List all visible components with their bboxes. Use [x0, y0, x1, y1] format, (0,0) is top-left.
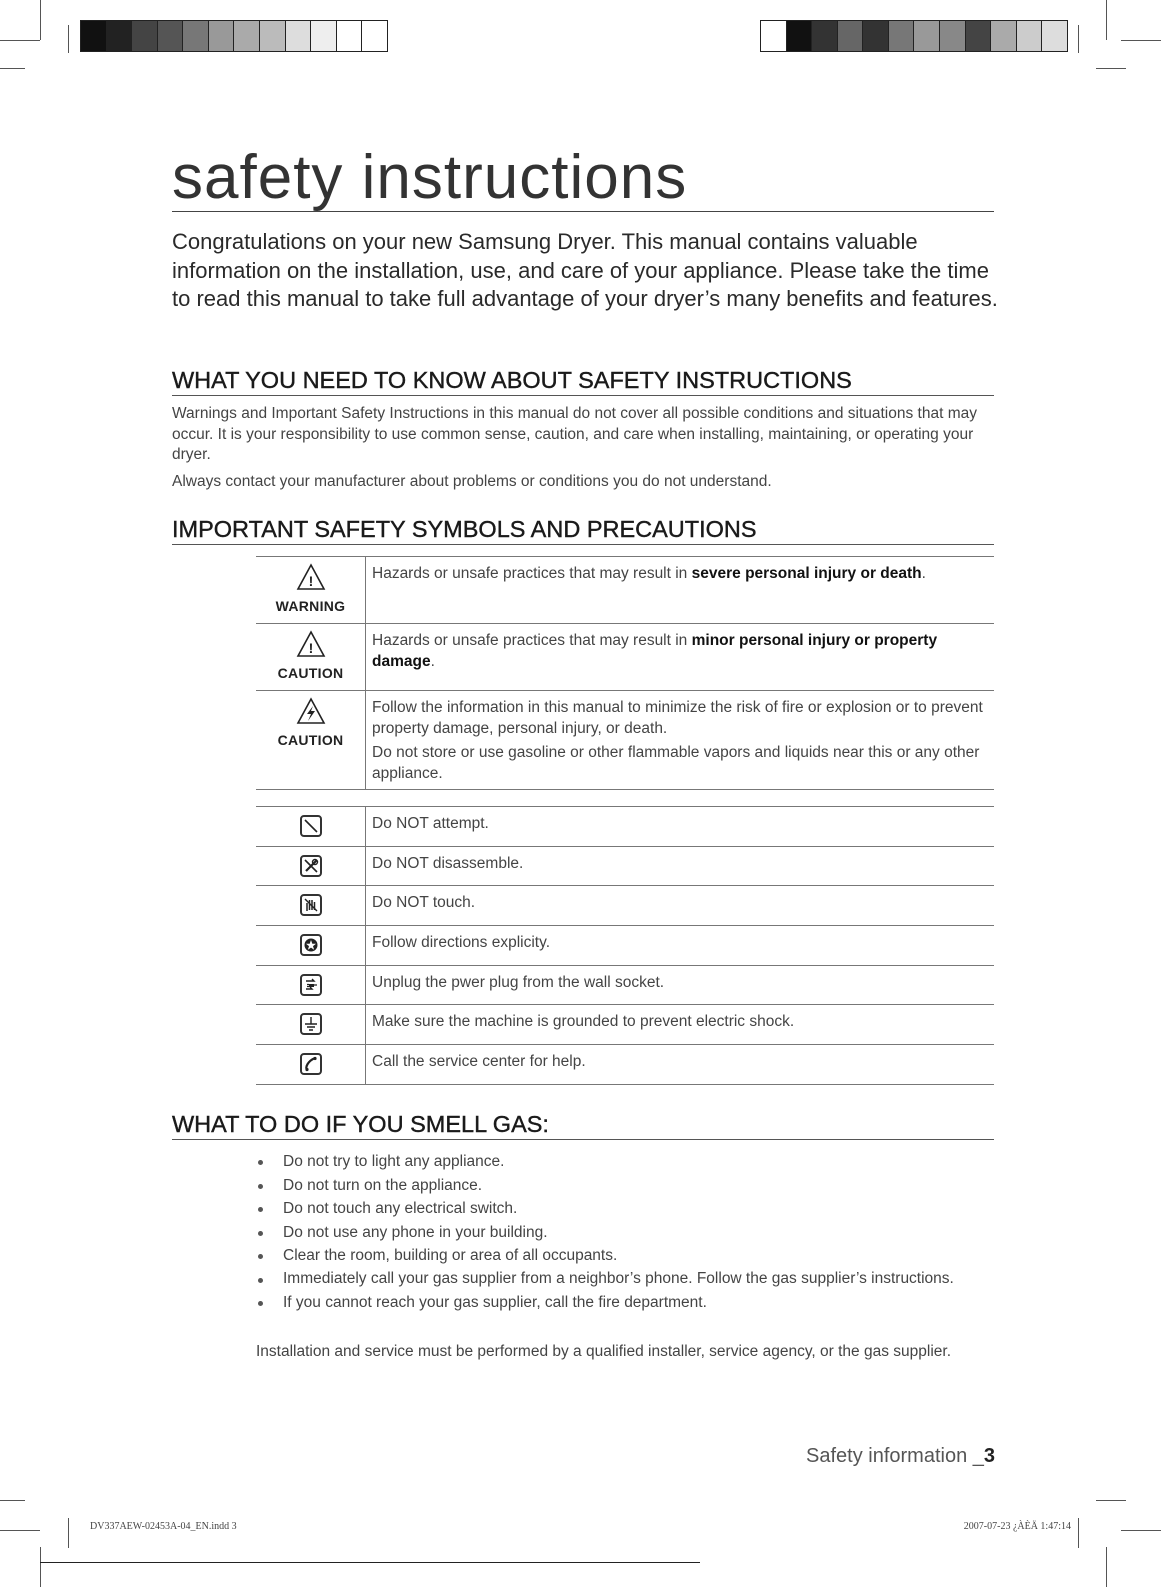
installation-note: Installation and service must be performed by a qualified installer, service agency, or the gas supplier. [256, 1343, 952, 1360]
page-title: safety instructions [172, 145, 994, 212]
caution-label: CAUTION [277, 665, 344, 681]
caution-label: CAUTION [277, 732, 344, 748]
symbol-table [256, 806, 994, 1085]
svg-text:!: ! [308, 573, 313, 589]
symbol-description: Do NOT touch. [372, 894, 476, 911]
hazard-row-warning [256, 557, 994, 624]
page-label: Safety information _ [806, 1445, 984, 1467]
hazard-description: Follow the information in this manual to minimize the risk of fire or explosion or to prevent property damage, personal injury, or death. Do not store or use gasoline or other flammable vapors and liquids near this or any other appliance. [372, 699, 983, 782]
ground-icon [300, 1013, 322, 1035]
safety-paragraph-1: Warnings and Important Safety Instructions in this manual do not cover all possible conditions and situations that may occur. It is your responsibility to use common sense, caution, and care when installing, maintaining, or operating your dryer. [172, 405, 977, 463]
symbol-row [256, 1005, 994, 1045]
list-item: Do not use any phone in your building. [256, 1221, 976, 1245]
gas-instructions-list [256, 1150, 976, 1314]
symbol-row [256, 966, 994, 1005]
symbol-description: Call the service center for help. [372, 1053, 586, 1070]
section-heading-smell-gas: WHAT TO DO IF YOU SMELL GAS: [172, 1110, 994, 1140]
list-item: Do not try to light any appliance. [256, 1150, 976, 1174]
symbol-row [256, 1045, 994, 1085]
unplug-icon [300, 974, 322, 996]
fire-hazard-triangle-icon [296, 697, 326, 730]
do-not-touch-icon [300, 894, 322, 916]
list-item: If you cannot reach your gas supplier, call the fire department. [256, 1291, 976, 1315]
symbol-row [256, 926, 994, 966]
symbol-row [256, 847, 994, 886]
list-item: Do not turn on the appliance. [256, 1174, 976, 1198]
warning-triangle-icon [296, 563, 326, 596]
do-not-attempt-icon [300, 815, 322, 837]
timestamp-slug: 2007-07-23 ¿ÀÈÄ 1:47:14 [963, 1521, 1071, 1532]
symbol-description: Do NOT disassemble. [372, 855, 524, 872]
color-registration-bar-right [760, 20, 1068, 52]
svg-text:!: ! [308, 640, 313, 656]
section-heading-safety-instructions: WHAT YOU NEED TO KNOW ABOUT SAFETY INSTRUCTIONS [172, 366, 994, 396]
safety-paragraph-2: Always contact your manufacturer about problems or conditions you do not understand. [172, 473, 772, 490]
symbol-description: Follow directions explicity. [372, 934, 551, 951]
list-item: Immediately call your gas supplier from a neighbor’s phone. Follow the gas supplier’s instructions. [256, 1268, 976, 1291]
call-service-icon [300, 1053, 322, 1075]
do-not-disassemble-icon [300, 855, 322, 877]
symbol-row [256, 886, 994, 926]
color-registration-bar-left [80, 20, 388, 52]
symbol-description: Make sure the machine is grounded to prevent electric shock. [372, 1013, 795, 1030]
warning-label: WARNING [275, 598, 346, 614]
page-number-value: 3 [983, 1445, 995, 1467]
hazard-table [256, 556, 994, 790]
follow-directions-icon [300, 934, 322, 956]
section-heading-symbols: IMPORTANT SAFETY SYMBOLS AND PRECAUTIONS [172, 515, 994, 545]
hazard-description: Hazards or unsafe practices that may result in minor personal injury or property damage. [372, 632, 938, 670]
list-item: Clear the room, building or area of all occupants. [256, 1244, 976, 1268]
symbol-row [256, 807, 994, 847]
symbol-description: Do NOT attempt. [372, 815, 489, 832]
file-slug: DV337AEW-02453A-04_EN.indd 3 [90, 1521, 237, 1532]
hazard-description: Hazards or unsafe practices that may result in severe personal injury or death. [372, 565, 926, 582]
caution-triangle-icon [296, 630, 326, 663]
hazard-row-fire-caution [256, 691, 994, 790]
hazard-row-caution [256, 624, 994, 691]
intro-paragraph: Congratulations on your new Samsung Dryer. This manual contains valuable information on the installation, use, and care of your appliance. Please take the time to read this manual to take full advantage of your dryer’s many benefits and features. [172, 229, 998, 311]
symbol-description: Unplug the pwer plug from the wall socket. [372, 974, 665, 991]
page-number [806, 1445, 995, 1468]
list-item: Do not touch any electrical switch. [256, 1197, 976, 1221]
